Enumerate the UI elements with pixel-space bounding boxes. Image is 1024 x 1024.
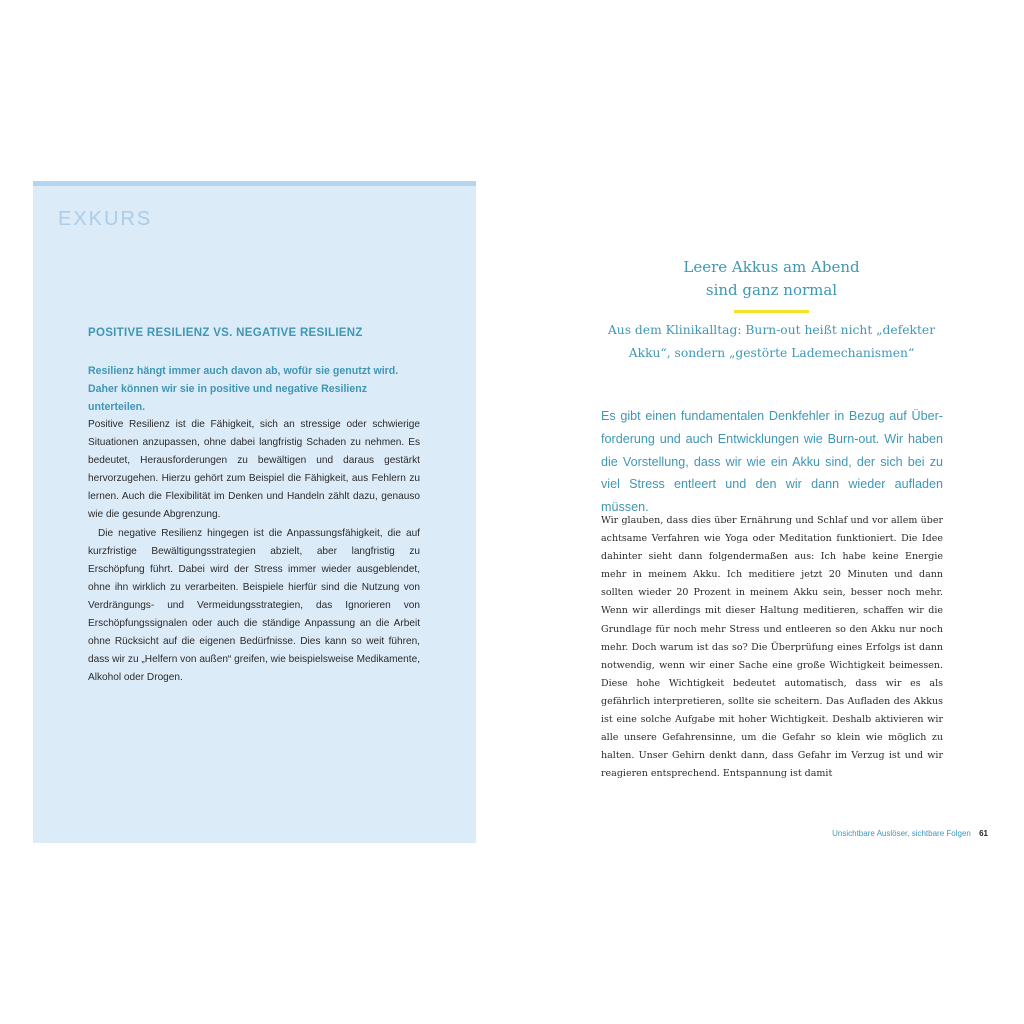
article-body	[601, 512, 943, 783]
article-title-line-1: Leere Akkus am Abend	[683, 258, 860, 276]
exkurs-heading: POSITIVE RESILIENZ VS. NEGATIVE RESILIENZ	[88, 327, 363, 339]
exkurs-body	[88, 416, 420, 687]
exkurs-box	[33, 181, 476, 843]
exkurs-paragraph-positive: Positive Resilienz ist die Fähigkeit, sich an stressige oder schwierige Situationen anzupassen, ohne dabei langfristig Schaden zu nehmen. Es bedeutet, Herausforderungen zu bewältigen und daraus gestärkt hervorzugehen. Hierzu gehört zum Beispiel die Fähigkeit, aus Fehlern zu lernen. Auch die Flexibilität im Denken und Handeln zählt dazu, genauso wie die gesunde Abgrenzung.	[88, 419, 420, 521]
running-title: Unsichtbare Auslöser, sichtbare Folgen	[832, 829, 971, 838]
article-title-line-2: sind ganz normal	[705, 281, 838, 299]
article-lead: Es gibt einen fundamentalen Denkfehler in Bezug auf Überforderung und auch Entwicklungen wie Burn-out. Wir haben die Vorstellung, dass wir wie ein Akku sind, der sich bei zu viel Stress entleert und den wir dann wieder aufladen müssen.	[601, 409, 943, 515]
page-number: 61	[979, 829, 988, 838]
article-subtitle: Aus dem Klinikalltag: Burn-out heißt nicht „defekter Akku“, sondern „gestörte Lademechanismen“	[607, 323, 936, 360]
page-footer	[832, 829, 988, 838]
article-body-paragraph: Wir glauben, dass dies über Ernährung und Schlaf und vor allem über achtsame Verfahren wie Yoga oder Meditation funktioniert. Die Idee dahinter sieht dann folgendermaßen aus: Ich habe keine Energie mehr in meinem Akku. Ich meditiere jetzt 20 Minuten und dann sollten wieder 20 Prozent in meinem Akku sein, besser noch mehr. Wenn wir allerdings mit dieser Haltung meditieren, schaffen wir die Grundlage für noch mehr Stress und entleeren so den Akku nur noch mehr. Doch warum ist das so? Die Überprüfung eines Erfolgs ist dann notwendig, wenn wir einer Sache eine große Wichtigkeit beimessen. Diese hohe Wichtigkeit bedeutet automatisch, dass wir es als gefährlich interpretieren, sollte sie scheitern. Das Aufladen des Akkus ist eine solche Aufgabe mit hoher Wichtigkeit. Deshalb aktivieren wir alle unsere Gefahrensinne, um die Gefahr so klein wie möglich zu halten. Unser Gehirn denkt dann, dass Gefahr im Verzug ist und wir reagieren entsprechend. Entspannung ist damit	[601, 515, 943, 780]
exkurs-label: EXKURS	[58, 208, 153, 230]
exkurs-lead: Resilienz hängt immer auch davon ab, wofür sie genutzt wird. Daher können wir sie in positive und negative Resilienz unterteilen.	[88, 365, 399, 413]
exkurs-paragraph-negative: Die negative Resilienz hingegen ist die Anpassungsfähigkeit, die auf kurzfristige Bewältigungsstrategien abzielt, aber langfristig zu Erschöpfung führt. Dabei wird der Stress immer wieder ausgeblendet, ohne ihn wirklich zu verarbeiten. Beispiele hierfür sind die Nutzung von Verdrängungs- und Vermeidungsstrategien, das Ignorieren von Erschöpfungssignalen oder auch die ständige Anpassung an die Arbeit ohne Rücksicht auf die eigenen Bedürfnisse. Dies kann so weit führen, dass wir zu „Helfern von außen“ greifen, wie beispielsweise Medikamente, Alkohol oder Drogen.	[88, 527, 420, 684]
title-divider	[734, 310, 809, 313]
article-title	[600, 256, 943, 302]
